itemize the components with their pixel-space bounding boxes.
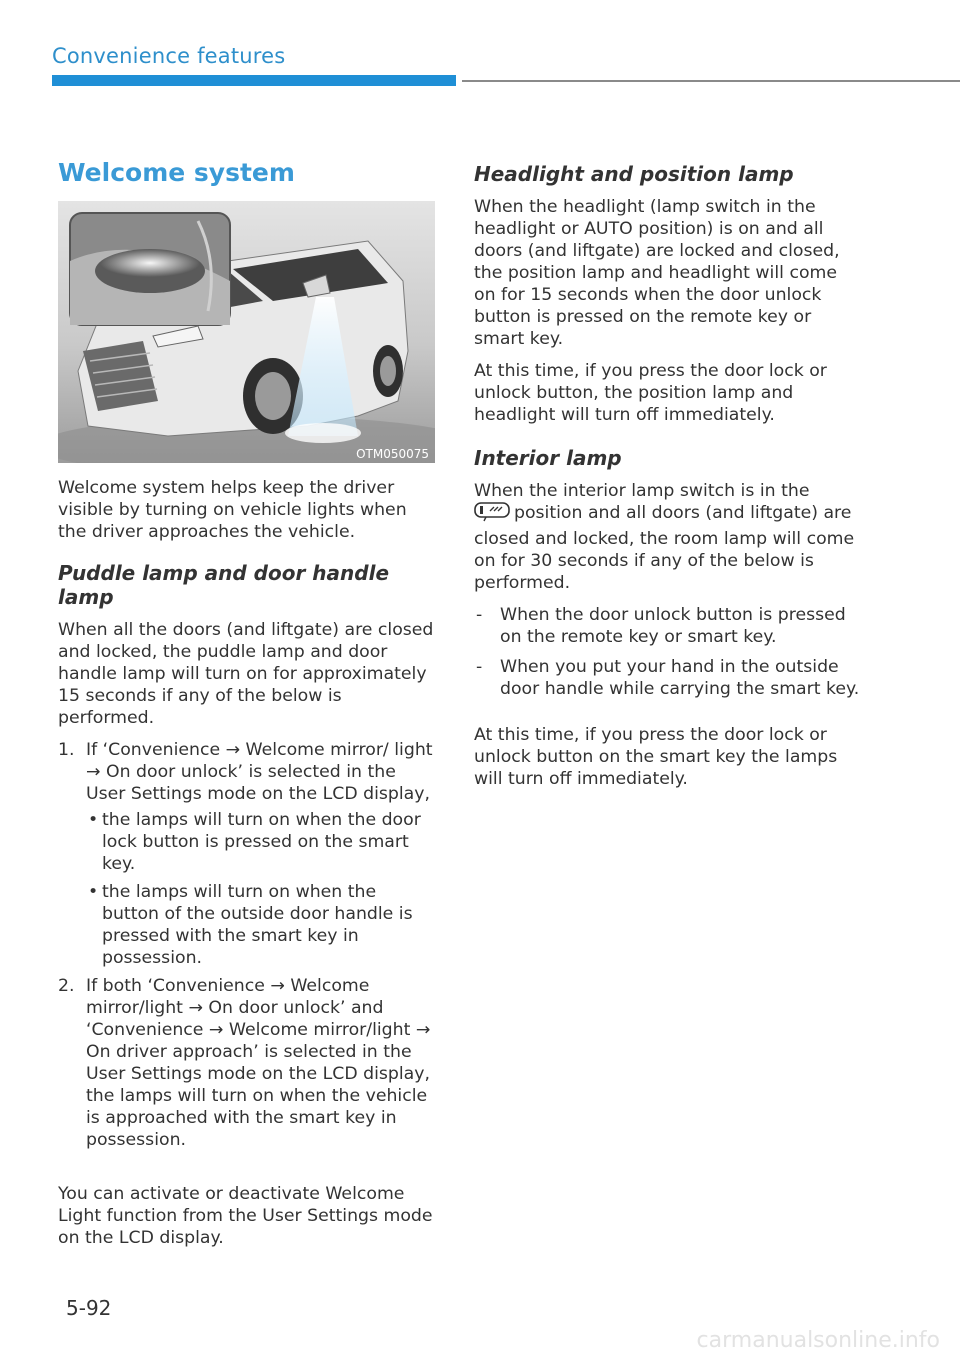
puddle-steps — [58, 739, 438, 1151]
interior-title: Interior lamp — [474, 446, 622, 470]
step-number: 1. — [58, 740, 75, 760]
section-title: Welcome system — [58, 158, 295, 187]
headlight-paragraph-2: At this time, if you press the door lock or unlock button, the position lamp and headlight will turn off immediately. — [474, 361, 827, 425]
step-number: 2. — [58, 976, 75, 996]
list-item — [58, 739, 438, 969]
interior-conditions — [474, 604, 864, 700]
list-item — [474, 656, 864, 700]
bullet-dot: • — [88, 882, 99, 902]
dash-text: When the door unlock button is pressed on the remote key or smart key. — [500, 605, 846, 647]
step-text: If ‘Convenience → Welcome mirror/ light → On door unlock’ is selected in the User Settings mode on the LCD display, — [86, 740, 433, 804]
interior-text-after: position and all doors (and liftgate) are closed and locked, the room lamp will come on for 30 seconds if any of the below is performed. — [474, 503, 855, 593]
list-item — [474, 604, 864, 648]
list-item — [86, 881, 438, 969]
bullet-dot: • — [88, 810, 99, 830]
interior-paragraph-2: At this time, if you press the door lock or unlock button on the smart key the lamps will turn off immediately. — [474, 725, 838, 789]
bullet-text: the lamps will turn on when the door lock button is pressed on the smart key. — [102, 810, 421, 874]
right-column — [474, 158, 864, 800]
intro-paragraph: Welcome system helps keep the driver visible by turning on vehicle lights when the driver approaches the vehicle. — [58, 478, 407, 542]
car-illustration — [58, 201, 435, 463]
page-number: 5-92 — [66, 1296, 112, 1320]
bullet-text: the lamps will turn on when the button of the outside door handle is pressed with the smart key in possession. — [102, 882, 413, 968]
dash-marker: - — [476, 605, 483, 625]
puddle-outro: You can activate or deactivate Welcome Light function from the User Settings mode on the LCD display. — [58, 1184, 433, 1248]
watermark: carmanualsonline.info — [696, 1328, 940, 1353]
puddle-intro: When all the doors (and liftgate) are closed and locked, the puddle lamp and door handle lamp will turn on for approximately 15 seconds if any of the below is performed. — [58, 620, 434, 728]
step-bullets — [86, 809, 438, 969]
figure-code: OTM050075 — [356, 447, 429, 461]
welcome-system-figure — [58, 201, 435, 463]
header-rule-gray — [462, 80, 960, 82]
list-item — [58, 975, 438, 1151]
door-lamp-icon — [474, 502, 510, 528]
step-text: If both ‘Convenience → Welcome mirror/light → On door unlock’ and ‘Convenience → Welcome mirror/light → On driver approach’ is selected in the User Settings mode on the LCD display, the lamps will turn on when the vehicle is approached with the smart key in possession. — [86, 976, 431, 1150]
left-column — [58, 158, 438, 1259]
headlight-paragraph-1: When the headlight (lamp switch in the headlight or AUTO position) is on and all doors (and liftgate) are locked and closed, the position lamp and headlight will come on for 15 seconds when the door unlock button is pressed on the remote key or smart key. — [474, 197, 840, 349]
puddle-title: Puddle lamp and door handle lamp — [58, 561, 390, 609]
headlight-title: Headlight and position lamp — [474, 162, 794, 186]
header-title: Convenience features — [52, 44, 286, 68]
interior-text-before: When the interior lamp switch is in the — [474, 481, 810, 501]
dash-text: When you put your hand in the outside door handle while carrying the smart key. — [500, 657, 860, 699]
header-rule-blue — [52, 75, 456, 86]
list-item — [86, 809, 438, 875]
interior-paragraph-1 — [474, 480, 864, 594]
dash-marker: - — [476, 657, 483, 677]
